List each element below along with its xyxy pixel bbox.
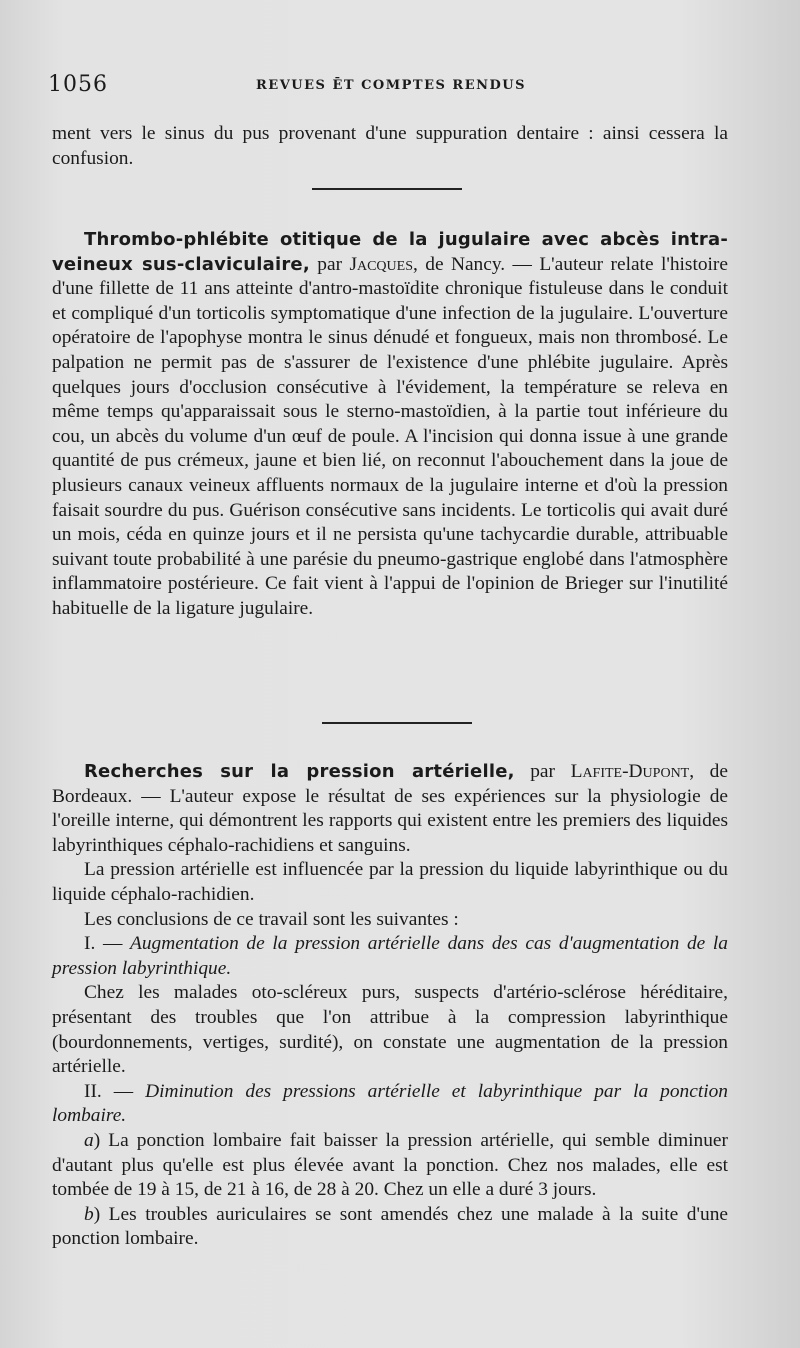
sub-point-label: a <box>84 1129 94 1151</box>
conclusion-1 <box>52 932 728 981</box>
paragraph: Les conclusions de ce travail sont les suivantes : <box>84 908 459 930</box>
conclusion-label: II. — <box>84 1080 146 1102</box>
article-by: par <box>309 253 350 275</box>
article-by: par <box>514 761 571 782</box>
article-title: Thrombo-phlébite otitique de la jugulaire avec abcès intra-veineux sus-claviculaire, <box>52 229 728 275</box>
conclusion-label: I. — <box>84 933 130 955</box>
conclusion-2 <box>52 1080 728 1129</box>
running-title: REVUES ĒT COMPTES RENDUS <box>256 78 526 93</box>
sub-point-a <box>52 1129 728 1203</box>
page-number: 1056 <box>48 72 108 97</box>
paragraph: La pression artérielle est influencée par la pression du liquide labyrinthique ou du liquide céphalo-rachidien. <box>52 859 728 905</box>
continuation-paragraph: ment vers le sinus du pus provenant d'une suppuration dentaire : ainsi cessera la confusion. <box>52 123 728 169</box>
article-body: , de Bordeaux. — L'auteur expose le résultat de ses expériences sur la physiologie de l'oreille interne, qui démontrent les rapports qui existent entre les premiers des liquides labyrinthiques céphalo-rachidiens et sanguins. <box>52 761 728 856</box>
sub-point-b <box>52 1203 728 1252</box>
section-divider <box>312 188 462 190</box>
paragraph: Chez les malades oto-scléreux purs, suspects d'artério-sclérose héréditaire, présentant des troubles que l'on attribue à la compression labyrinthique (bourdonnements, vertiges, surdité), on constate une augmentation de la pression artérielle. <box>52 982 728 1078</box>
article-title: Recherches sur la pression artérielle, <box>84 761 515 782</box>
article-intro <box>52 760 728 858</box>
conclusion-title: Augmentation de la pression artérielle dans des cas d'augmentation de la pression labyrinthique. <box>52 933 728 979</box>
article-author: Lafite-Dupont <box>570 761 690 782</box>
article-thrombophlebitis <box>52 228 728 622</box>
article-body: , de Nancy. — L'auteur relate l'histoire d'une fillette de 11 ans atteinte d'antro-mastoïdite chronique fistuleuse dans le conduit et compliqué d'un torticolis symptomatique d'une infection de la jugulaire. L'ouverture opératoire de l'apophyse montra le sinus dénudé et fongueux, mais non thrombosé. Le palpation ne permit pas de s'assurer de l'existence d'une phlébite jugulaire. Après quelques jours d'occlusion consécutive à l'évidement, la température se releva en même temps qu'apparaissait sous le sterno-mastoïdien, à la partie tout inférieure du cou, un abcès du volume d'un œuf de poule. A l'incision qui donna issue à une grande quantité de pus crémeux, jaune et bien lié, on reconnut l'abouchement dans la joue de plusieurs canaux veineux affluents normaux de la jugulaire interne et d'où la pression faisait sourdre du pus. Guérison consécutive sans incidents. Le torticolis qui avait duré un mois, céda en quinze jours et il ne persista qu'une tachycardie durable, attribuable suivant toute probabilité à une parésie du pneumo-gastrique englobé dans l'atmosphère inflammatoire postérieure. Ce fait vient à l'appui de l'opinion de Brieger sur l'inutilité habituelle de la ligature jugulaire. <box>52 253 728 619</box>
section-divider <box>322 722 472 724</box>
sub-point-body: ) Les troubles auriculaires se sont amendés chez une malade à la suite d'une ponction lombaire. <box>52 1203 728 1250</box>
page-header <box>48 72 740 102</box>
conclusion-title: Diminution des pressions artérielle et labyrinthique par la ponction lombaire. <box>52 1080 728 1127</box>
sub-point-label: b <box>84 1203 94 1225</box>
article-arterial-pressure <box>52 760 728 1252</box>
sub-point-body: ) La ponction lombaire fait baisser la pression artérielle, qui semble diminuer d'autant plus qu'elle est plus élevée avant la ponction. Chez nos malades, elle est tombée de 19 à 15, de 21 à 16, de 28 à 20. Chez un elle a duré 3 jours. <box>52 1129 728 1201</box>
article-author: Jacques <box>349 253 413 275</box>
